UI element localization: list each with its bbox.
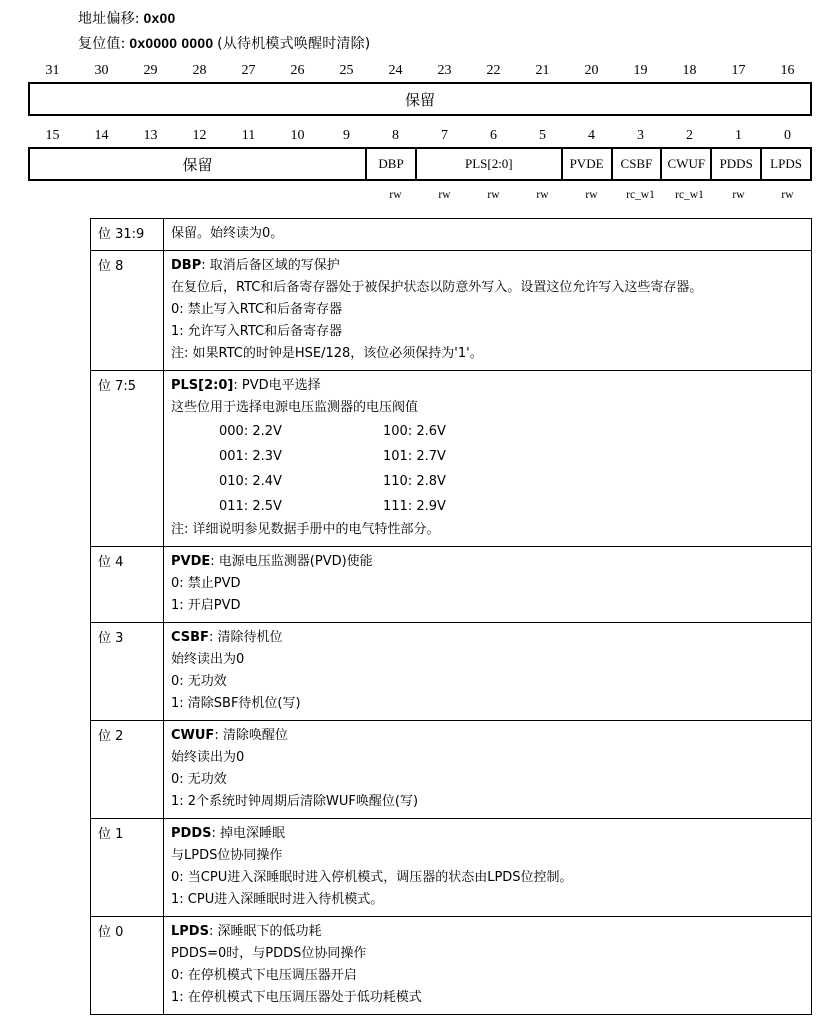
description-line: 1: 在停机模式下电压调压器处于低功耗模式 [171, 990, 422, 1005]
bit-number-13: 13 [143, 128, 158, 143]
field-name: PDDS [171, 826, 212, 841]
bit-number-10: 10 [290, 128, 305, 143]
description-line: CWUF: 清除唤醒位 [171, 728, 288, 743]
table-row [91, 219, 812, 251]
description-line: 0: 当CPU进入深睡眠时进入停机模式，调压器的状态由LPDS位控制。 [171, 870, 573, 885]
bit-field-cell-CWUF: CWUF [662, 149, 712, 179]
bit-description-cell [164, 623, 812, 721]
bit-number-1: 1 [735, 128, 742, 143]
description-line: CSBF: 清除待机位 [171, 630, 283, 645]
pvd-level-option-right: 101: 2.7V [383, 449, 446, 464]
bit-access-row [28, 184, 812, 206]
bit-description-cell [164, 371, 812, 547]
pvd-level-option-right: 111: 2.9V [383, 499, 446, 514]
description-line: 0: 在停机模式下电压调压器开启 [171, 968, 357, 983]
table-row [91, 251, 812, 371]
field-name: CWUF [171, 728, 215, 743]
bit-field-cell-PDDS: PDDS [712, 149, 762, 179]
table-row [91, 623, 812, 721]
bit-description-cell [164, 819, 812, 917]
table-row [91, 721, 812, 819]
description-line: 注: 如果RTC的时钟是HSE/128，该位必须保持为'1'。 [171, 346, 483, 361]
description-line: 始终读出为0 [171, 750, 245, 765]
bit-field-cell-保留: 保留 [404, 90, 435, 109]
address-offset-label: 地址偏移: [78, 11, 140, 27]
bit-access-14 [77, 184, 126, 206]
bit-description-cell [164, 219, 812, 251]
description-line: 在复位后，RTC和后备寄存器处于被保护状态以防意外写入。设置这位允许写入这些寄存器。 [171, 280, 703, 295]
bit-description-table [90, 218, 812, 1015]
bit-number-20: 20 [584, 63, 599, 78]
pvd-level-row [171, 494, 804, 519]
bit-field-cell-PVDE: PVDE [563, 149, 613, 179]
bit-range-label: 位 31:9 [98, 227, 145, 242]
bit-number-row-high [28, 60, 812, 82]
bit-number-11: 11 [241, 128, 256, 143]
description-line: 与LPDS位协同操作 [171, 848, 283, 863]
field-name: CSBF [171, 630, 209, 645]
bit-access-5: rw [536, 189, 549, 201]
reset-value-note: (从待机模式唤醒时清除) [217, 36, 371, 52]
bit-number-8: 8 [392, 128, 399, 143]
pvd-level-option-left: 011: 2.5V [219, 499, 282, 514]
bit-range-cell [91, 721, 164, 819]
bit-description-table-body [91, 219, 812, 1015]
description-line: PDDS: 掉电深睡眠 [171, 826, 285, 841]
bit-field-cell-PLS[2:0]: PLS[2:0] [417, 149, 563, 179]
pvd-level-option-right: 110: 2.8V [383, 474, 446, 489]
bit-number-23: 23 [437, 63, 452, 78]
bit-access-8: rw [389, 189, 402, 201]
bit-field-cell-DBP: DBP [367, 149, 417, 179]
address-offset-value: 0x00 [143, 10, 176, 26]
bit-access-1: rw [732, 189, 745, 201]
bit-field-cell-保留: 保留 [30, 149, 367, 179]
field-name: PVDE [171, 554, 211, 569]
field-name: PLS[2:0] [171, 378, 234, 393]
description-line: PVDE: 电源电压监测器(PVD)使能 [171, 554, 373, 569]
bit-number-12: 12 [192, 128, 207, 143]
pvd-level-row [171, 469, 804, 494]
bit-number-2: 2 [686, 128, 693, 143]
field-name: LPDS [171, 924, 209, 939]
description-line: 始终读出为0 [171, 652, 245, 667]
bit-number-29: 29 [143, 63, 158, 78]
bit-access-11 [224, 184, 273, 206]
description-line: LPDS: 深睡眠下的低功耗 [171, 924, 322, 939]
bit-access-7: rw [438, 189, 451, 201]
description-line: 1: 允许写入RTC和后备寄存器 [171, 324, 343, 339]
bit-range-label: 位 7:5 [98, 379, 137, 394]
bit-number-31: 31 [45, 63, 60, 78]
description-line: 1: CPU进入深睡眠时进入待机模式。 [171, 892, 384, 907]
bit-access-9 [322, 184, 371, 206]
bit-number-30: 30 [94, 63, 109, 78]
table-row [91, 917, 812, 1015]
bit-range-cell [91, 917, 164, 1015]
description-line: 1: 2个系统时钟周期后清除WUF唤醒位(写) [171, 794, 419, 809]
bit-range-cell [91, 219, 164, 251]
bit-access-0: rw [781, 189, 794, 201]
register-diagram-bits-31-16 [28, 60, 812, 116]
description-line: 注: 详细说明参见数据手册中的电气特性部分。 [171, 522, 440, 537]
bit-field-cell-LPDS: LPDS [770, 156, 802, 171]
bit-access-13 [126, 184, 175, 206]
bit-access-10 [273, 184, 322, 206]
bit-number-5: 5 [539, 128, 546, 143]
bit-range-cell [91, 251, 164, 371]
description-line: 保留。始终读为0。 [171, 226, 284, 241]
bit-access-15 [28, 184, 77, 206]
description-line: DBP: 取消后备区域的写保护 [171, 258, 340, 273]
bit-number-row-low [28, 125, 812, 147]
bit-number-19: 19 [633, 63, 648, 78]
description-line: 0: 无功效 [171, 674, 227, 689]
bit-number-17: 17 [731, 63, 746, 78]
bit-range-label: 位 8 [98, 259, 124, 274]
bit-range-cell [91, 547, 164, 623]
pvd-level-option-left: 001: 2.3V [219, 449, 282, 464]
bit-number-0: 0 [784, 128, 791, 143]
bit-number-27: 27 [241, 63, 256, 78]
bit-number-22: 22 [486, 63, 501, 78]
bit-field-row-low [28, 147, 812, 181]
bit-number-24: 24 [388, 63, 403, 78]
bit-number-9: 9 [343, 128, 350, 143]
bit-range-label: 位 1 [98, 827, 124, 842]
bit-access-3: rc_w1 [626, 189, 655, 201]
bit-range-label: 位 4 [98, 555, 124, 570]
bit-number-3: 3 [637, 128, 644, 143]
address-offset-line [78, 8, 176, 28]
bit-access-12 [175, 184, 224, 206]
bit-range-label: 位 0 [98, 925, 124, 940]
table-row [91, 819, 812, 917]
bit-description-cell [164, 251, 812, 371]
pvd-level-row [171, 419, 804, 444]
bit-number-6: 6 [490, 128, 497, 143]
bit-field-cell-CSBF: CSBF [613, 149, 663, 179]
reset-value-line [78, 33, 370, 53]
bit-number-15: 15 [45, 128, 60, 143]
description-line: PLS[2:0]: PVD电平选择 [171, 378, 321, 393]
reset-value-label: 复位值: [78, 36, 126, 52]
pvd-level-row [171, 444, 804, 469]
description-line: 0: 无功效 [171, 772, 227, 787]
bit-description-cell [164, 917, 812, 1015]
table-row [91, 371, 812, 547]
description-line: 这些位用于选择电源电压监测器的电压阀值 [171, 400, 419, 415]
bit-number-7: 7 [441, 128, 448, 143]
field-name: DBP [171, 258, 202, 273]
bit-range-cell [91, 819, 164, 917]
register-diagram-bits-15-0 [28, 125, 812, 206]
description-line: 0: 禁止PVD [171, 576, 241, 591]
bit-number-21: 21 [535, 63, 550, 78]
bit-description-cell [164, 721, 812, 819]
bit-range-cell [91, 371, 164, 547]
bit-number-18: 18 [682, 63, 697, 78]
bit-number-26: 26 [290, 63, 305, 78]
bit-access-2: rc_w1 [675, 189, 704, 201]
reset-value-value: 0x0000 0000 [129, 35, 214, 51]
bit-number-14: 14 [94, 128, 109, 143]
bit-range-label: 位 2 [98, 729, 124, 744]
bit-access-6: rw [487, 189, 500, 201]
bit-access-4: rw [585, 189, 598, 201]
table-row [91, 547, 812, 623]
bit-field-row-high [28, 82, 812, 116]
bit-range-label: 位 3 [98, 631, 124, 646]
bit-number-4: 4 [588, 128, 595, 143]
bit-range-cell [91, 623, 164, 721]
pvd-level-option-right: 100: 2.6V [383, 424, 446, 439]
description-line: 0: 禁止写入RTC和后备寄存器 [171, 302, 343, 317]
description-line: 1: 开启PVD [171, 598, 241, 613]
bit-number-28: 28 [192, 63, 207, 78]
pvd-level-option-left: 010: 2.4V [219, 474, 282, 489]
bit-description-cell [164, 547, 812, 623]
pvd-level-option-left: 000: 2.2V [219, 424, 282, 439]
description-line: PDDS=0时，与PDDS位协同操作 [171, 946, 367, 961]
bit-number-16: 16 [780, 63, 795, 78]
pvd-level-table [171, 419, 804, 519]
bit-number-25: 25 [339, 63, 354, 78]
description-line: 1: 清除SBF待机位(写) [171, 696, 301, 711]
